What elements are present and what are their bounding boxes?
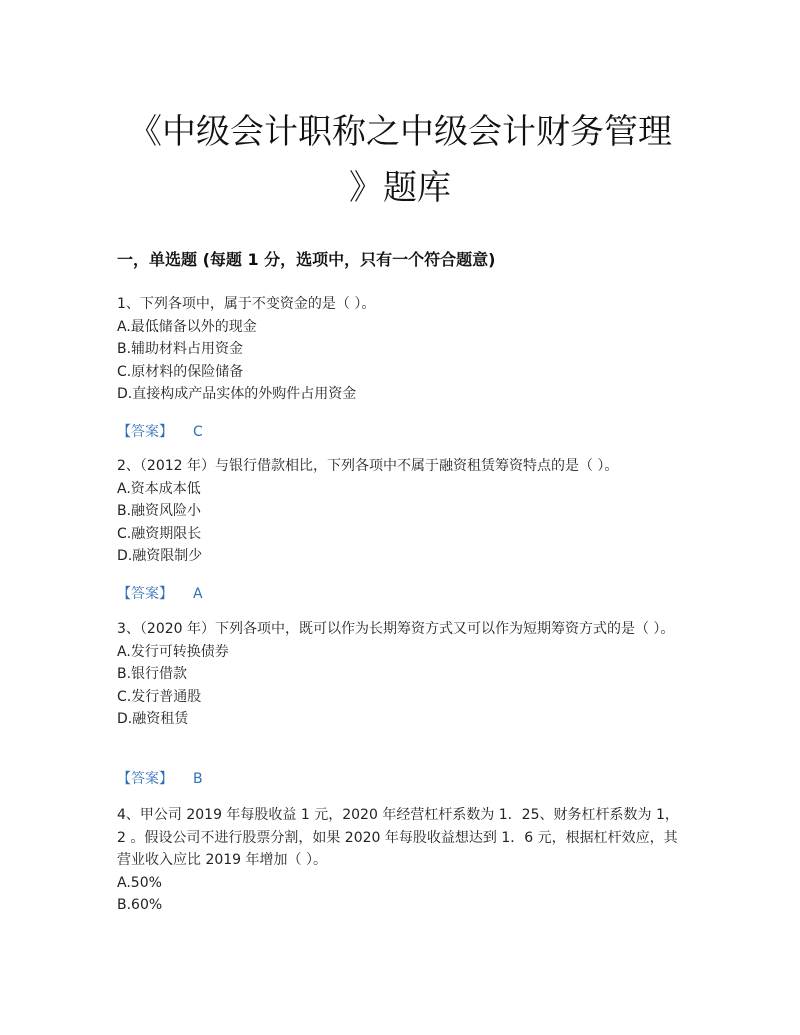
option-b: B.辅助材料占用资金 xyxy=(117,341,244,357)
option-c: C.融资期限长 xyxy=(117,525,202,542)
question-stem: 4、甲公司 2019 年每股收益 1 元，2020 年经营杠杆系数为 1．25、财务杠杆系数为 1，2 。假设公司不进行股票分割，如果 2020 年每股收益想达到 1．6 元，根据杠杆效应，其营业收入应比 2019 年增加（ ）。 xyxy=(117,807,679,868)
question-stem: 3、（2020 年）下列各项中，既可以作为长期筹资方式又可以作为短期筹资方式的是（ ）。 xyxy=(117,621,675,637)
question-2 xyxy=(117,455,687,568)
option-a: A.最低储备以外的现金 xyxy=(117,318,257,335)
option-d: D.直接构成产品实体的外购件占用资金 xyxy=(117,386,357,402)
option-c: C.原材料的保险储备 xyxy=(117,363,244,380)
answer-value: A xyxy=(193,586,203,602)
question-3 xyxy=(117,618,687,731)
answer-label: 【答案】 xyxy=(117,424,173,440)
option-a: A.资本成本低 xyxy=(117,480,201,497)
option-b: B.60% xyxy=(117,897,163,913)
option-b: B.融资风险小 xyxy=(117,503,202,519)
document-title xyxy=(100,104,700,216)
section-heading: 一，单选题 (每题 1 分，选项中，只有一个符合题意) xyxy=(117,250,496,269)
answer-value: C xyxy=(193,424,203,440)
question-4 xyxy=(117,804,687,917)
answer-3 xyxy=(117,768,203,788)
answer-label: 【答案】 xyxy=(117,586,173,602)
option-d: D.融资租赁 xyxy=(117,711,189,727)
question-stem: 1、下列各项中，属于不变资金的是（ ）。 xyxy=(117,296,376,312)
option-b: B.银行借款 xyxy=(117,666,188,682)
question-stem: 2、（2012 年）与银行借款相比，下列各项中不属于融资租赁筹资特点的是（ ）。 xyxy=(117,458,619,474)
answer-2 xyxy=(117,583,203,603)
question-1 xyxy=(117,293,687,406)
title-line-1: 《中级会计职称之中级会计财务管理 xyxy=(128,112,672,152)
title-line-2: 》题库 xyxy=(349,168,451,208)
option-c: C.发行普通股 xyxy=(117,688,202,705)
option-a: A.50% xyxy=(117,874,162,891)
answer-label: 【答案】 xyxy=(117,771,173,787)
option-a: A.发行可转换债券 xyxy=(117,643,229,660)
option-d: D.融资限制少 xyxy=(117,548,203,564)
answer-1 xyxy=(117,421,203,441)
answer-value: B xyxy=(193,771,203,787)
